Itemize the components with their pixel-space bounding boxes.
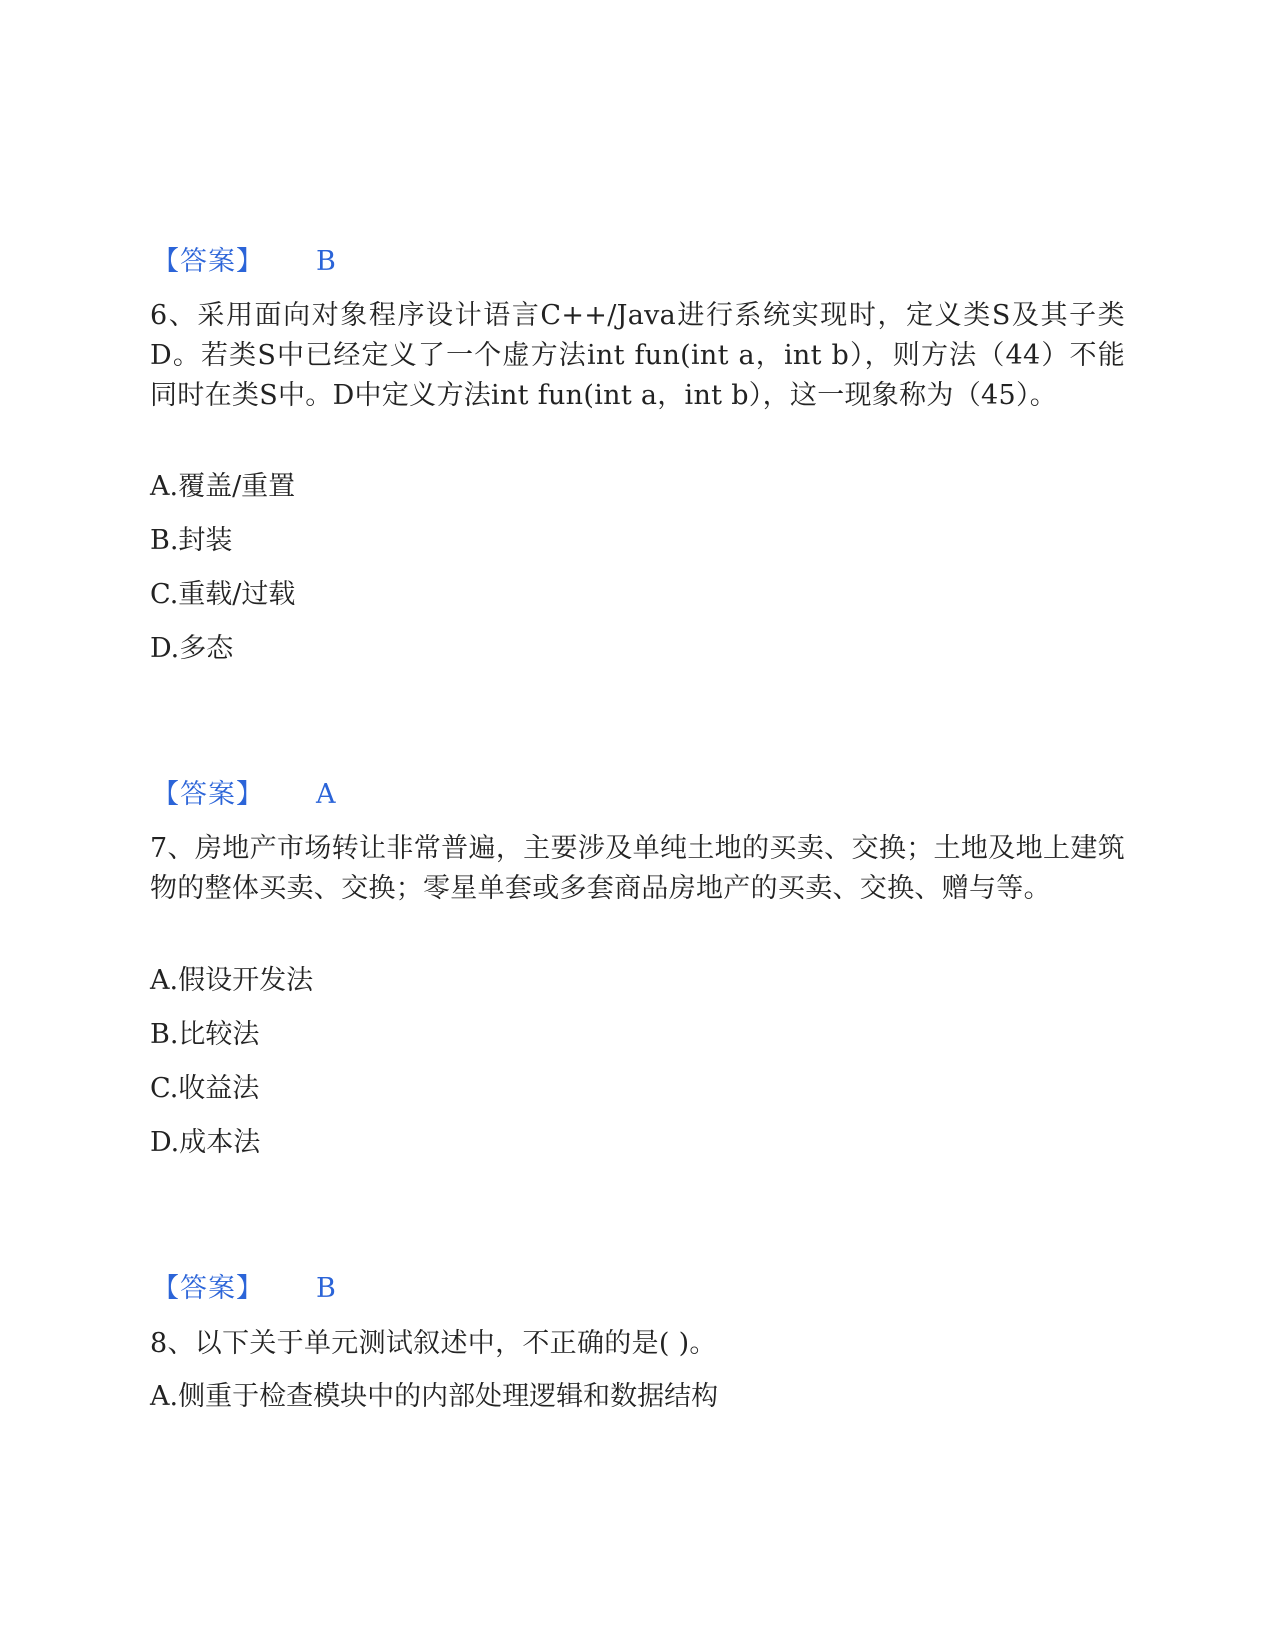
answer-label: 【答案】 [152, 1273, 264, 1304]
option-item: B.封装 [150, 525, 233, 556]
option-item: A.覆盖/重置 [150, 471, 296, 502]
answer-line [152, 1272, 336, 1306]
question-text: 8、以下关于单元测试叙述中，不正确的是( )。 [150, 1328, 717, 1359]
option-item: D.成本法 [150, 1127, 261, 1158]
question-text: 7、房地产市场转让非常普遍，主要涉及单纯土地的买卖、交换；土地及地上建筑物的整体买卖、交换；零星单套或多套商品房地产的买卖、交换、赠与等。 [150, 833, 1125, 904]
option-item: A.假设开发法 [150, 965, 314, 996]
answer-line [152, 778, 336, 812]
answer-value: B [316, 246, 336, 277]
option-item: A.侧重于检查模块中的内部处理逻辑和数据结构 [150, 1381, 719, 1412]
answer-label: 【答案】 [152, 246, 264, 277]
question-text: 6、采用面向对象程序设计语言C++/Java进行系统实现时，定义类S及其子类D。若类S中已经定义了一个虚方法int fun(int a，int b），则方法（44）不能同时在类S中。D中定义方法int fun(int a，int b），这一现象称为（45）。 [150, 300, 1125, 411]
answer-line [152, 245, 336, 279]
answer-value: B [316, 1273, 336, 1304]
option-item: C.收益法 [150, 1073, 260, 1104]
option-item: B.比较法 [150, 1019, 260, 1050]
option-item: D.多态 [150, 633, 234, 664]
answer-label: 【答案】 [152, 779, 264, 810]
option-item: C.重载/过载 [150, 579, 296, 610]
answer-value: A [316, 779, 336, 810]
